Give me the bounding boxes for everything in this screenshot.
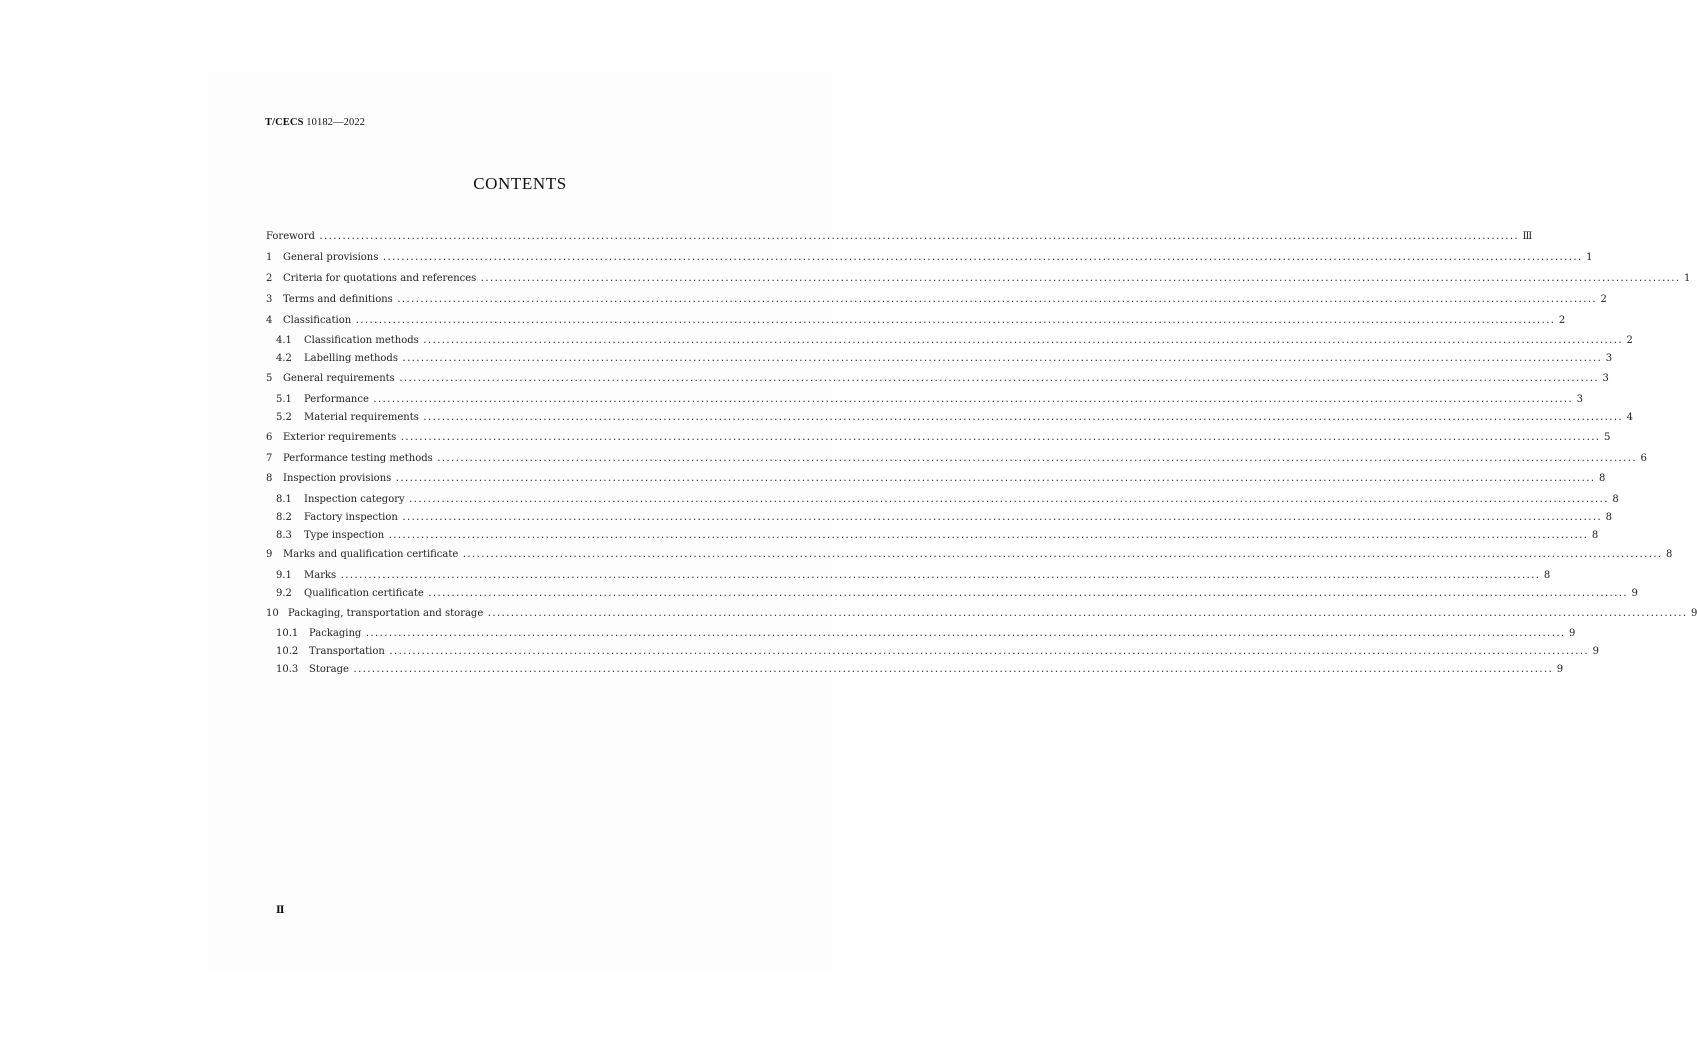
toc-entry-label: Marks and qualification certificate: [283, 549, 459, 560]
toc-entry[interactable]: [266, 473, 1606, 487]
document-code-prefix: T/CECS: [265, 117, 304, 128]
toc-entry-page: 2: [1626, 335, 1633, 346]
document-code: [265, 117, 365, 128]
toc-entry-page: Ⅲ: [1522, 231, 1533, 242]
toc-entry-page: 2: [1558, 315, 1566, 326]
toc-entry-page: 8: [1543, 570, 1551, 581]
toc-entry-label: Inspection provisions: [283, 473, 392, 484]
toc-entry-label: Criteria for quotations and references: [283, 273, 477, 284]
toc-entry-label: Performance testing methods: [283, 453, 433, 464]
toc-entry-page: 9: [1592, 646, 1599, 657]
toc-leader-dots: ....................................................................................................................................................................................................................................................................: [372, 396, 1573, 404]
toc-leader-dots: ....................................................................................................................................................................................................................................................................: [401, 514, 1602, 522]
toc-entry-page: 9: [1569, 628, 1576, 639]
toc-entry-label: General provisions: [283, 252, 379, 263]
toc-entry-number: 10.1: [276, 628, 299, 639]
toc-leader-dots: ....................................................................................................................................................................................................................................................................: [395, 475, 1596, 483]
toc-entry-label: Terms and definitions: [283, 294, 393, 305]
toc-entry[interactable]: [266, 252, 1593, 266]
toc-entry-number: 4.1: [276, 335, 292, 346]
toc-entry-page: 4: [1626, 412, 1633, 423]
toc-leader-dots: ....................................................................................................................................................................................................................................................................: [422, 414, 1623, 422]
toc-leader-dots: ....................................................................................................................................................................................................................................................................: [355, 317, 1555, 325]
document-code-number: 10182—2022: [306, 117, 366, 128]
toc-entry[interactable]: [276, 353, 1613, 367]
toc-entry[interactable]: [276, 646, 1599, 660]
toc-entry-page: 9: [1690, 608, 1697, 619]
toc-entry[interactable]: [276, 530, 1599, 544]
toc-entry[interactable]: [276, 628, 1576, 642]
toc-entry-number: 9.2: [276, 588, 292, 599]
toc-leader-dots: ....................................................................................................................................................................................................................................................................: [436, 455, 1637, 463]
toc-entry-number: 8: [266, 473, 273, 484]
toc-leader-dots: ....................................................................................................................................................................................................................................................................: [398, 375, 1599, 383]
toc-entry-number: 10.3: [276, 664, 299, 675]
toc-entry-number: 9: [266, 549, 273, 560]
toc-entry-number: 9.1: [276, 570, 292, 581]
toc-entry-page: 8: [1612, 494, 1619, 505]
toc-entry-number: 3: [266, 294, 273, 305]
toc-leader-dots: ....................................................................................................................................................................................................................................................................: [408, 496, 1609, 504]
toc-entry-number: 10: [266, 608, 279, 619]
toc-entry-label: Performance: [304, 394, 369, 405]
toc-entry-label: Packaging, transportation and storage: [288, 608, 484, 619]
toc-leader-dots: ....................................................................................................................................................................................................................................................................: [422, 337, 1623, 345]
toc-entry-page: 8: [1666, 549, 1673, 560]
toc-entry-number: 8.1: [276, 494, 292, 505]
page-number: Ⅱ: [276, 905, 285, 916]
toc-entry-number: 5.1: [276, 394, 292, 405]
toc-leader-dots: ....................................................................................................................................................................................................................................................................: [427, 590, 1628, 598]
toc-entry[interactable]: [276, 664, 1564, 678]
toc-leader-dots: ....................................................................................................................................................................................................................................................................: [388, 648, 1589, 656]
toc-entry[interactable]: [276, 494, 1619, 508]
toc-entry-label: Material requirements: [304, 412, 419, 423]
toc-entry-page: 3: [1576, 394, 1583, 405]
toc-entry-page: 5: [1604, 432, 1611, 443]
toc-entry-label: Inspection category: [304, 494, 405, 505]
toc-entry-label: Factory inspection: [304, 512, 398, 523]
toc-leader-dots: ....................................................................................................................................................................................................................................................................: [318, 233, 1519, 241]
toc-entry-number: 1: [266, 252, 273, 263]
toc-leader-dots: ....................................................................................................................................................................................................................................................................: [352, 666, 1553, 674]
toc-entry-page: 8: [1591, 530, 1599, 541]
toc-entry[interactable]: [266, 315, 1566, 329]
toc-entry-number: 5.2: [276, 412, 292, 423]
toc-entry-page: 6: [1640, 453, 1647, 464]
toc-entry-label: Packaging: [309, 628, 362, 639]
toc-entry[interactable]: [276, 588, 1638, 602]
toc-leader-dots: ....................................................................................................................................................................................................................................................................: [487, 610, 1687, 618]
toc-entry[interactable]: [266, 231, 1533, 245]
toc-entry[interactable]: [266, 608, 1697, 622]
toc-entry[interactable]: [276, 570, 1551, 584]
toc-leader-dots: ....................................................................................................................................................................................................................................................................: [365, 630, 1566, 638]
toc-entry-label: Marks: [304, 570, 337, 581]
toc-entry-label: Classification methods: [304, 335, 419, 346]
toc-leader-dots: ....................................................................................................................................................................................................................................................................: [480, 275, 1681, 283]
toc-entry-number: 7: [266, 453, 273, 464]
toc-leader-dots: ....................................................................................................................................................................................................................................................................: [400, 434, 1600, 442]
toc-entry-page: 9: [1631, 588, 1638, 599]
toc-entry-number: 4.2: [276, 353, 292, 364]
toc-entry-page: 2: [1600, 294, 1607, 305]
page-title: CONTENTS: [473, 174, 567, 193]
toc-entry-number: 8.3: [276, 530, 292, 541]
toc-leader-dots: ....................................................................................................................................................................................................................................................................: [388, 532, 1588, 540]
toc-entry-label: General requirements: [283, 373, 395, 384]
toc-entry[interactable]: [276, 512, 1612, 526]
toc-entry-number: 4: [266, 315, 273, 326]
toc-leader-dots: ....................................................................................................................................................................................................................................................................: [382, 254, 1583, 262]
toc-leader-dots: ....................................................................................................................................................................................................................................................................: [401, 355, 1602, 363]
toc-entry[interactable]: [276, 335, 1633, 349]
toc-entry-label: Storage: [309, 664, 349, 675]
toc-entry-label: Classification: [283, 315, 352, 326]
toc-entry-label: Qualification certificate: [304, 588, 424, 599]
toc-entry-page: 8: [1605, 512, 1612, 523]
toc-entry-page: 9: [1556, 664, 1564, 675]
toc-leader-dots: ....................................................................................................................................................................................................................................................................: [396, 296, 1597, 304]
toc-entry[interactable]: [266, 432, 1611, 446]
toc-entry-label: Transportation: [309, 646, 385, 657]
toc-entry-label: Exterior requirements: [283, 432, 397, 443]
toc-entry-number: 5: [266, 373, 273, 384]
toc-entry-number: 8.2: [276, 512, 292, 523]
toc-entry[interactable]: [276, 394, 1583, 408]
toc-leader-dots: ....................................................................................................................................................................................................................................................................: [462, 551, 1663, 559]
toc-entry-number: 2: [266, 273, 273, 284]
toc-entry-label: Labelling methods: [304, 353, 398, 364]
toc-entry[interactable]: [276, 412, 1633, 426]
toc-leader-dots: ....................................................................................................................................................................................................................................................................: [340, 572, 1540, 580]
toc-entry-page: 3: [1602, 373, 1609, 384]
toc-entry[interactable]: [266, 294, 1607, 308]
toc-entry[interactable]: [266, 273, 1691, 287]
toc-entry-number: 10.2: [276, 646, 299, 657]
toc-entry[interactable]: [266, 549, 1673, 563]
toc-entry-label: Type inspection: [304, 530, 385, 541]
toc-entry-page: 1: [1684, 273, 1691, 284]
toc-entry-page: 1: [1586, 252, 1593, 263]
toc-entry[interactable]: [266, 373, 1609, 387]
toc-entry-number: 6: [266, 432, 273, 443]
toc-entry-label: Foreword: [266, 231, 315, 242]
toc-entry-page: 3: [1605, 353, 1613, 364]
toc-entry[interactable]: [266, 453, 1647, 467]
toc-entry-page: 8: [1599, 473, 1606, 484]
